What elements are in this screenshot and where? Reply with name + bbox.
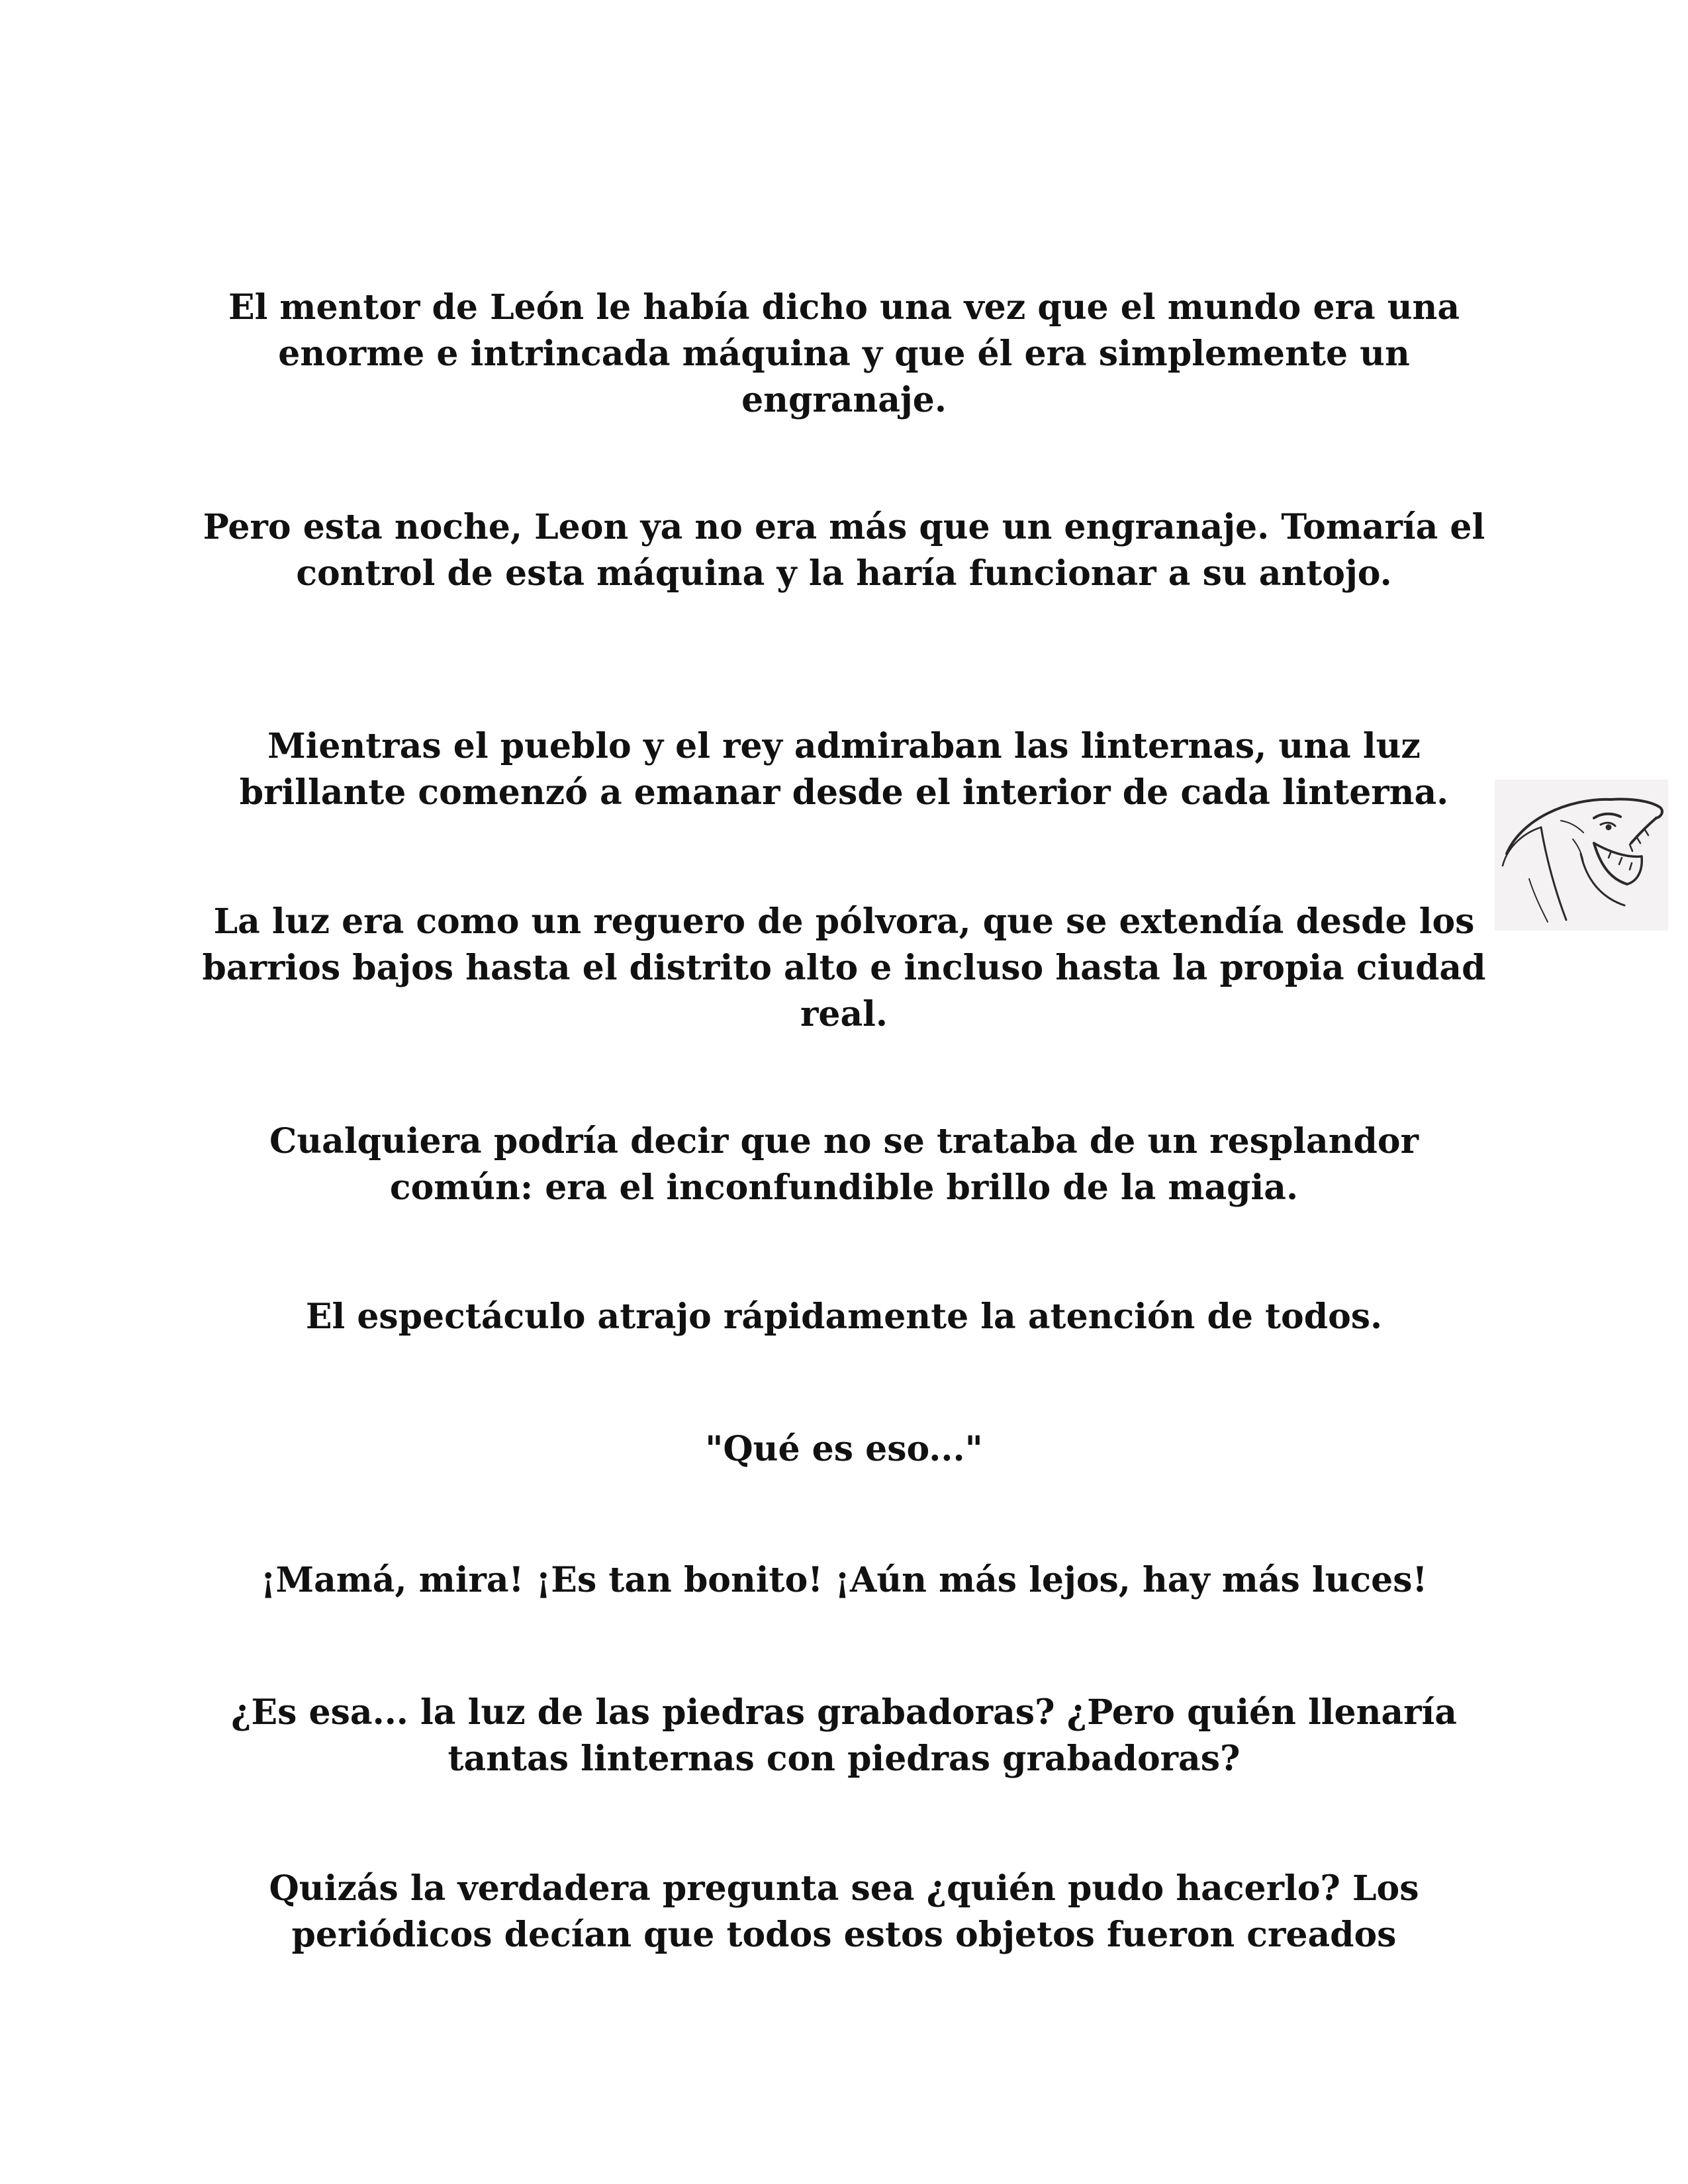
paragraph-1: El mentor de León le había dicho una vez que el mundo era una enorme e intrincada máquina y que él era simplemente un engranaje. [228,287,1460,420]
paragraph-2: Pero esta noche, Leon ya no era más que un engranaje. Tomaría el control de esta máquina y la haría funcionar a su antojo. [203,507,1485,594]
paragraph-5: Cualquiera podría decir que no se trataba de un resplandor común: era el inconfundible brillo de la magia. [269,1121,1419,1208]
paragraph-4: La luz era como un reguero de pólvora, que se extendía desde los barrios bajos hasta el distrito alto e incluso hasta la propia ciudad real. [202,901,1486,1034]
paragraph-10: Quizás la verdadera pregunta sea ¿quién pudo hacerlo? Los periódicos decían que todos estos objetos fueron creados [269,1868,1419,1955]
paragraph-3: Mientras el pueblo y el rey admiraban las linternas, una luz brillante comenzó a emanar desde el interior de cada linterna. [239,726,1449,813]
paragraph-7: "Qué es eso..." [705,1429,983,1469]
paragraph-9: ¿Es esa... la luz de las piedras grabadoras? ¿Pero quién llenaría tantas linternas con piedras grabadoras? [231,1692,1457,1779]
paragraph-8: ¡Mamá, mira! ¡Es tan bonito! ¡Aún más lejos, hay más luces! [260,1560,1428,1600]
dinosaur-head-icon [1495,780,1668,931]
paragraph-6: El espectáculo atrajo rápidamente la atención de todos. [305,1297,1383,1337]
